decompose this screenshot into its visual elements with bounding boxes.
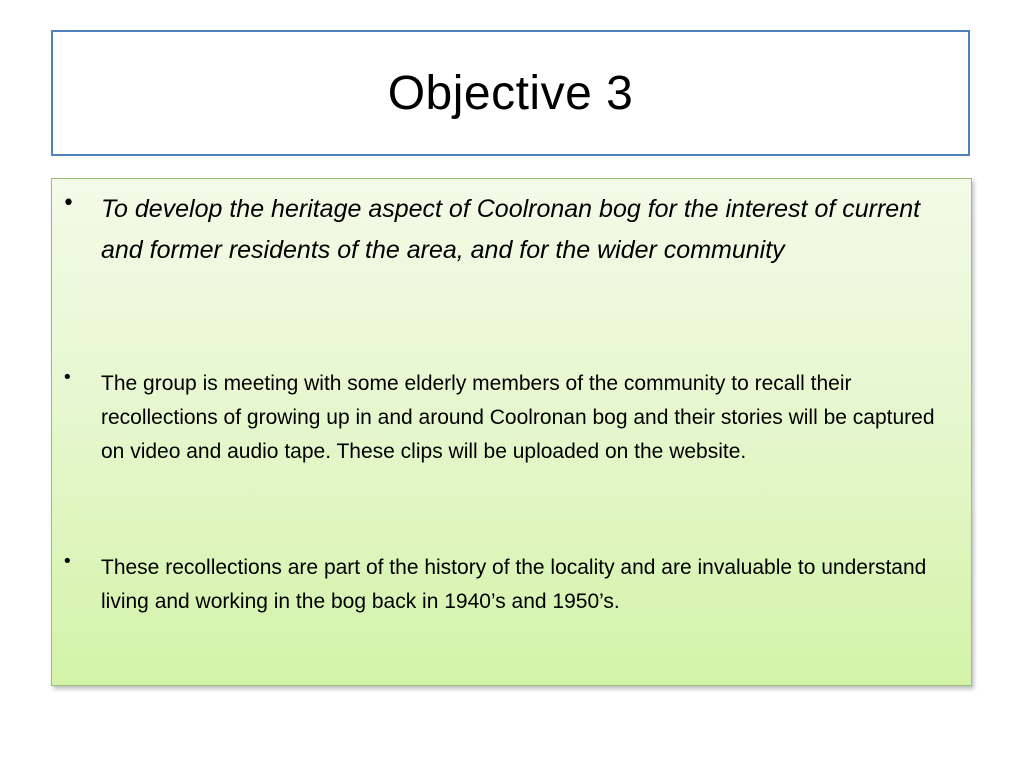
bullet-text: To develop the heritage aspect of Coolronan bog for the interest of current and former residents of the area, and for the wider community (101, 195, 921, 264)
bullet-marker: • (62, 191, 75, 216)
bullet-marker: • (62, 367, 73, 388)
bullet-text: These recollections are part of the history of the locality and are invaluable to understand living and working in the bog back in 1940’s and 1950’s. (101, 556, 927, 613)
title-placeholder (51, 30, 970, 156)
bullet-text: The group is meeting with some elderly members of the community to recall their recollections of growing up in and around Coolronan bog and their stories will be captured on video and audio tape. These clips will be uploaded on the website. (101, 372, 935, 463)
bullet-marker: • (62, 551, 73, 572)
slide-title: Objective 3 (387, 66, 634, 120)
content-placeholder (51, 178, 972, 686)
